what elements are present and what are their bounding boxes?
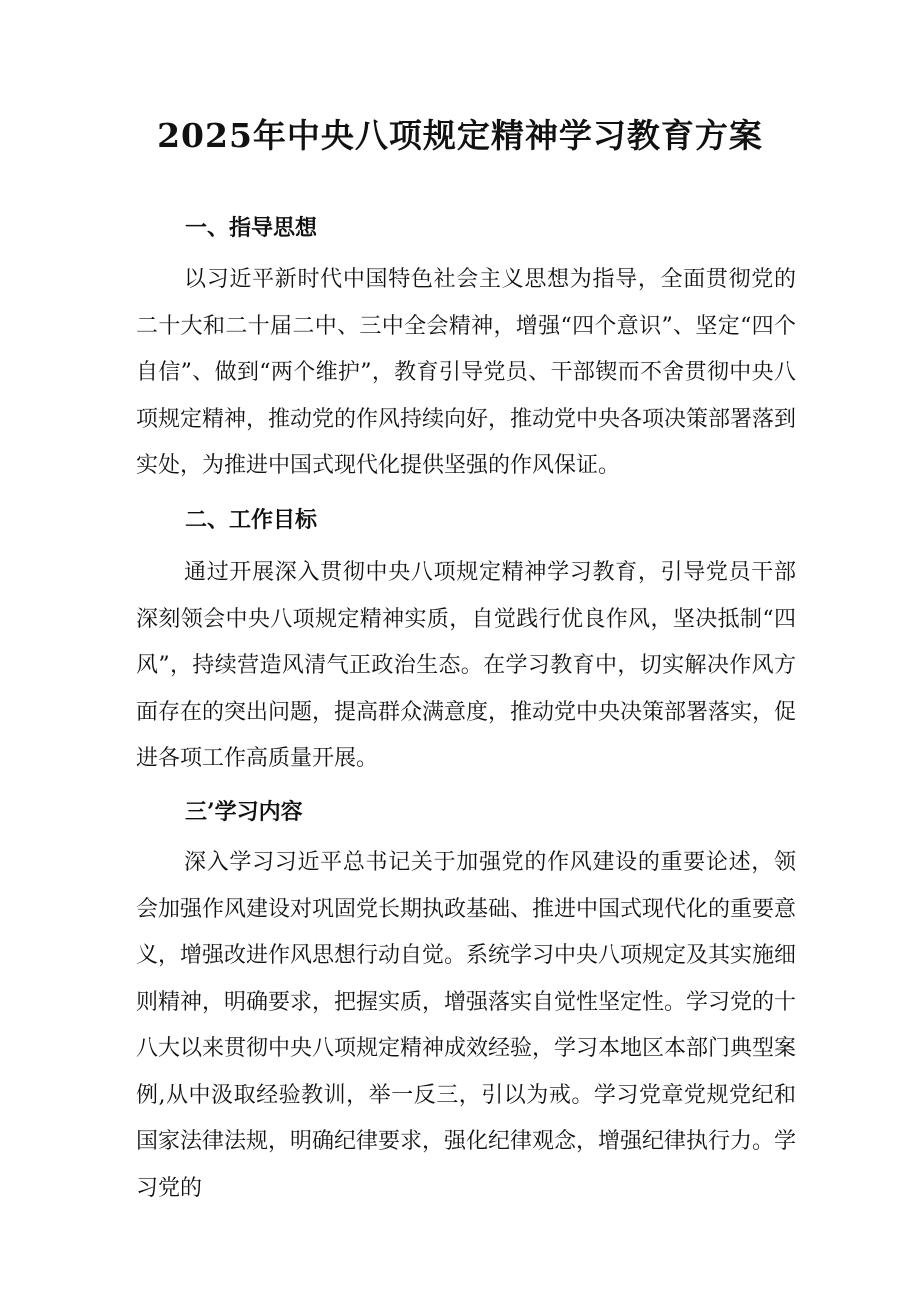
section-body-study-content: 深入学习习近平总书记关于加强党的作风建设的重要论述，领会加强作风建设对巩固党长期执政基础、推进中国式现代化的重要意义，增强改进作风思想行动自觉。系统学习中央八项规定及其实施细则精神，明确要求，把握实质，增强落实自觉性坚定性。学习党的十八大以来贯彻中央八项规定精神成效经验，学习本地区本部门典型案例,从中汲取经验教训，举一反三，引以为戒。学习党章党规党纪和国家法律法规，明确纪律要求，强化纪律观念，增强纪律执行力。学习党的 — [136, 850, 797, 1201]
section-body-guiding-ideology: 以习近平新时代中国特色社会主义思想为指导，全面贯彻党的二十大和二十届二中、三中全会精神，增强“四个意识”、坚定“四个自信”、做到“两个维护”，教育引导党员、干部锲而不舍贯彻中央八项规定精神，推动党的作风持续向好，推动党中央各项决策部署落到实处，为推进中国式现代化提供坚强的作风保证。 — [136, 267, 797, 478]
section-heading-guiding-ideology: 一、指导思想 — [185, 215, 318, 241]
section-body-work-goals: 通过开展深入贯彻中央八项规定精神学习教育，引导党员干部深刻领会中央八项规定精神实质，自觉践行优良作风，坚决抵制“四风”，持续营造风清气正政治生态。在学习教育中，切实解决作风方面存在的突出问题，提高群众满意度，推动党中央决策部署落实，促进各项工作高质量开展。 — [136, 560, 797, 771]
section-heading-study-content: 三’学习内容 — [185, 799, 303, 825]
section-heading-work-goals: 二、工作目标 — [185, 507, 318, 533]
document-title: 2025年中央八项规定精神学习教育方案 — [157, 116, 763, 155]
